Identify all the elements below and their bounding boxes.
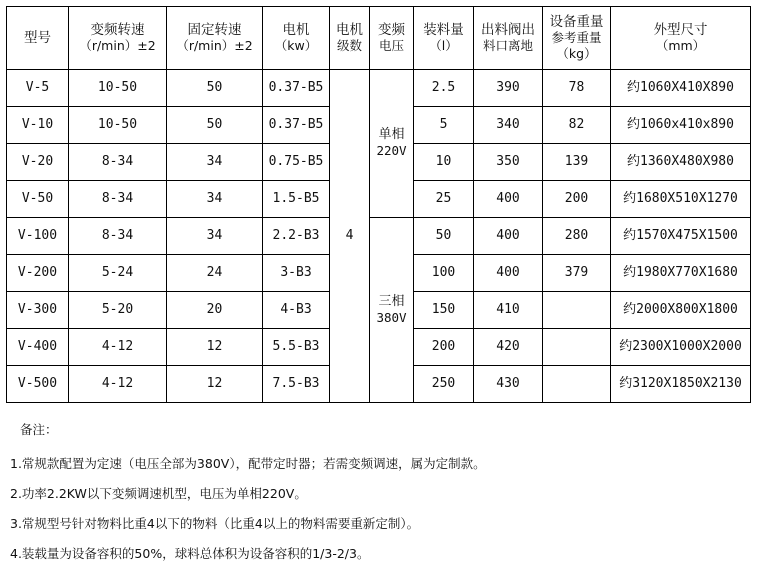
cell-vf-speed: 5-24 xyxy=(69,255,167,292)
cell-vf-speed: 10-50 xyxy=(69,107,167,144)
cell-motor: 1.5-B5 xyxy=(263,181,330,218)
cell-motor: 7.5-B3 xyxy=(263,366,330,403)
cell-motor: 4-B3 xyxy=(263,292,330,329)
cell-weight: 139 xyxy=(543,144,611,181)
table-row xyxy=(7,218,751,255)
header-fixed-speed: 固定转速 （r/min）±2 xyxy=(167,7,263,70)
cell-model: V-500 xyxy=(7,366,69,403)
header-dimensions: 外型尺寸 （mm） xyxy=(611,7,751,70)
header-weight: 设备重量 参考重量 （kg） xyxy=(543,7,611,70)
cell-fixed-speed: 20 xyxy=(167,292,263,329)
cell-fixed-speed: 34 xyxy=(167,144,263,181)
cell-weight: 379 xyxy=(543,255,611,292)
cell-fixed-speed: 12 xyxy=(167,329,263,366)
cell-outlet-height: 420 xyxy=(474,329,543,366)
cell-outlet-height: 430 xyxy=(474,366,543,403)
header-motor-poles: 电机 级数 xyxy=(330,7,370,70)
cell-motor: 2.2-B3 xyxy=(263,218,330,255)
cell-capacity: 10 xyxy=(414,144,474,181)
cell-fixed-speed: 12 xyxy=(167,366,263,403)
cell-dimensions: 约1060X410X890 xyxy=(611,70,751,107)
cell-vf-speed: 4-12 xyxy=(69,366,167,403)
cell-weight: 280 xyxy=(543,218,611,255)
cell-dimensions: 约3120X1850X2130 xyxy=(611,366,751,403)
cell-dimensions: 约1980X770X1680 xyxy=(611,255,751,292)
cell-motor-poles: 4 xyxy=(330,70,370,403)
cell-weight: 78 xyxy=(543,70,611,107)
cell-vf-speed: 8-34 xyxy=(69,181,167,218)
header-vf-speed: 变频转速 （r/min）±2 xyxy=(69,7,167,70)
cell-dimensions: 约1680X510X1270 xyxy=(611,181,751,218)
cell-outlet-height: 400 xyxy=(474,255,543,292)
notes-title: 备注： xyxy=(20,422,58,437)
cell-dimensions: 约2000X800X1800 xyxy=(611,292,751,329)
cell-capacity: 150 xyxy=(414,292,474,329)
note-line: 2.功率2.2KW以下变频调速机型，电压为单相220V。 xyxy=(10,486,307,501)
cell-weight xyxy=(543,329,611,366)
cell-outlet-height: 390 xyxy=(474,70,543,107)
cell-fixed-speed: 24 xyxy=(167,255,263,292)
note-line: 3.常规型号针对物料比重4以下的物料（比重4以上的物料需要重新定制）。 xyxy=(10,516,420,531)
cell-model: V-200 xyxy=(7,255,69,292)
cell-voltage-single-phase: 单相 220V xyxy=(370,70,414,218)
cell-dimensions: 约1060x410x890 xyxy=(611,107,751,144)
header-row xyxy=(7,7,751,70)
cell-capacity: 200 xyxy=(414,329,474,366)
cell-fixed-speed: 50 xyxy=(167,70,263,107)
header-outlet-height: 出料阀出 料口离地 xyxy=(474,7,543,70)
cell-model: V-10 xyxy=(7,107,69,144)
cell-motor: 3-B3 xyxy=(263,255,330,292)
cell-model: V-50 xyxy=(7,181,69,218)
cell-capacity: 2.5 xyxy=(414,70,474,107)
cell-outlet-height: 410 xyxy=(474,292,543,329)
cell-voltage-three-phase: 三相 380V xyxy=(370,218,414,403)
cell-weight: 200 xyxy=(543,181,611,218)
cell-vf-speed: 5-20 xyxy=(69,292,167,329)
cell-weight xyxy=(543,292,611,329)
cell-motor: 0.37-B5 xyxy=(263,70,330,107)
notes-section xyxy=(10,420,750,574)
cell-motor: 5.5-B3 xyxy=(263,329,330,366)
cell-model: V-400 xyxy=(7,329,69,366)
cell-outlet-height: 400 xyxy=(474,218,543,255)
header-motor: 电机 （kw） xyxy=(263,7,330,70)
cell-dimensions: 约2300X1000X2000 xyxy=(611,329,751,366)
cell-fixed-speed: 34 xyxy=(167,181,263,218)
table-row xyxy=(7,70,751,107)
cell-fixed-speed: 34 xyxy=(167,218,263,255)
cell-motor: 0.37-B5 xyxy=(263,107,330,144)
cell-model: V-20 xyxy=(7,144,69,181)
cell-capacity: 100 xyxy=(414,255,474,292)
cell-weight xyxy=(543,366,611,403)
header-capacity: 装料量 （l） xyxy=(414,7,474,70)
cell-dimensions: 约1360X480X980 xyxy=(611,144,751,181)
note-line: 4.装载量为设备容积的50%，球料总体积为设备容积的1/3-2/3。 xyxy=(10,546,370,561)
cell-capacity: 5 xyxy=(414,107,474,144)
cell-weight: 82 xyxy=(543,107,611,144)
cell-dimensions: 约1570X475X1500 xyxy=(611,218,751,255)
cell-model: V-5 xyxy=(7,70,69,107)
cell-capacity: 50 xyxy=(414,218,474,255)
cell-motor: 0.75-B5 xyxy=(263,144,330,181)
cell-vf-speed: 4-12 xyxy=(69,329,167,366)
cell-outlet-height: 400 xyxy=(474,181,543,218)
cell-model: V-100 xyxy=(7,218,69,255)
cell-vf-speed: 10-50 xyxy=(69,70,167,107)
cell-vf-speed: 8-34 xyxy=(69,218,167,255)
spec-table xyxy=(6,6,751,403)
cell-capacity: 25 xyxy=(414,181,474,218)
cell-outlet-height: 350 xyxy=(474,144,543,181)
cell-capacity: 250 xyxy=(414,366,474,403)
header-vf-voltage: 变频 电压 xyxy=(370,7,414,70)
cell-fixed-speed: 50 xyxy=(167,107,263,144)
cell-model: V-300 xyxy=(7,292,69,329)
cell-vf-speed: 8-34 xyxy=(69,144,167,181)
header-model: 型号 xyxy=(7,7,69,70)
cell-outlet-height: 340 xyxy=(474,107,543,144)
note-line: 1.常规款配置为定速（电压全部为380V），配带定时器；若需变频调速，属为定制款。 xyxy=(10,456,486,471)
